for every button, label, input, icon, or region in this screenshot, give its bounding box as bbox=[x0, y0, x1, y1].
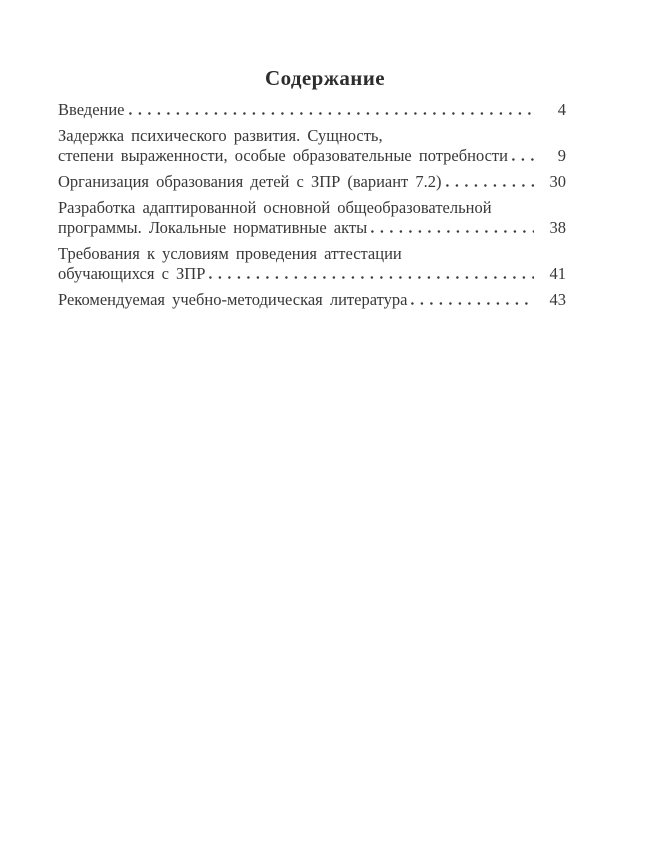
toc-entry-line bbox=[58, 290, 566, 310]
toc-entry-line bbox=[58, 146, 566, 166]
dot-leader bbox=[129, 112, 534, 115]
toc-entry-line bbox=[58, 244, 566, 264]
toc-entry-text: степени выраженности, особые образовательные потребности bbox=[58, 146, 508, 165]
dot-leader bbox=[512, 158, 534, 161]
toc-entry-line bbox=[58, 172, 566, 192]
toc-page-number: 30 bbox=[549, 172, 566, 191]
toc-entry bbox=[58, 198, 566, 238]
toc-entry-line bbox=[58, 264, 566, 284]
toc-entry-line bbox=[58, 198, 566, 218]
toc-entry bbox=[58, 172, 566, 192]
toc-page-number: 41 bbox=[549, 264, 566, 283]
toc-page-number: 4 bbox=[557, 100, 566, 119]
dot-leader bbox=[209, 276, 534, 279]
toc-entry bbox=[58, 126, 566, 166]
toc-entry-line bbox=[58, 218, 566, 238]
toc-entry-line bbox=[58, 126, 566, 146]
dot-leader bbox=[411, 302, 534, 305]
toc-page-number: 9 bbox=[557, 146, 566, 165]
page-title: Содержание bbox=[265, 66, 385, 90]
toc-entry-text: Требования к условиям проведения аттестации bbox=[58, 244, 402, 263]
toc-entry-text: Разработка адаптированной основной общеобразовательной bbox=[58, 198, 492, 217]
toc-entry-text: Задержка психического развития. Сущность, bbox=[58, 126, 383, 145]
toc-entry bbox=[58, 244, 566, 284]
toc-entry-line bbox=[58, 100, 566, 120]
toc-entry-text: Введение bbox=[58, 100, 125, 119]
toc-page-number: 43 bbox=[549, 290, 566, 309]
toc-entry bbox=[58, 290, 566, 310]
toc-list bbox=[58, 100, 566, 310]
toc-entry-text: обучающихся с ЗПР bbox=[58, 264, 206, 283]
toc-entry bbox=[58, 100, 566, 120]
toc-entry-text: Рекомендуемая учебно-методическая литература bbox=[58, 290, 408, 309]
toc-entry-text: программы. Локальные нормативные акты bbox=[58, 218, 368, 237]
dot-leader bbox=[446, 184, 534, 187]
toc-entry-text: Организация образования детей с ЗПР (вариант 7.2) bbox=[58, 172, 442, 191]
toc-page-number: 38 bbox=[549, 218, 566, 237]
dot-leader bbox=[371, 230, 534, 233]
